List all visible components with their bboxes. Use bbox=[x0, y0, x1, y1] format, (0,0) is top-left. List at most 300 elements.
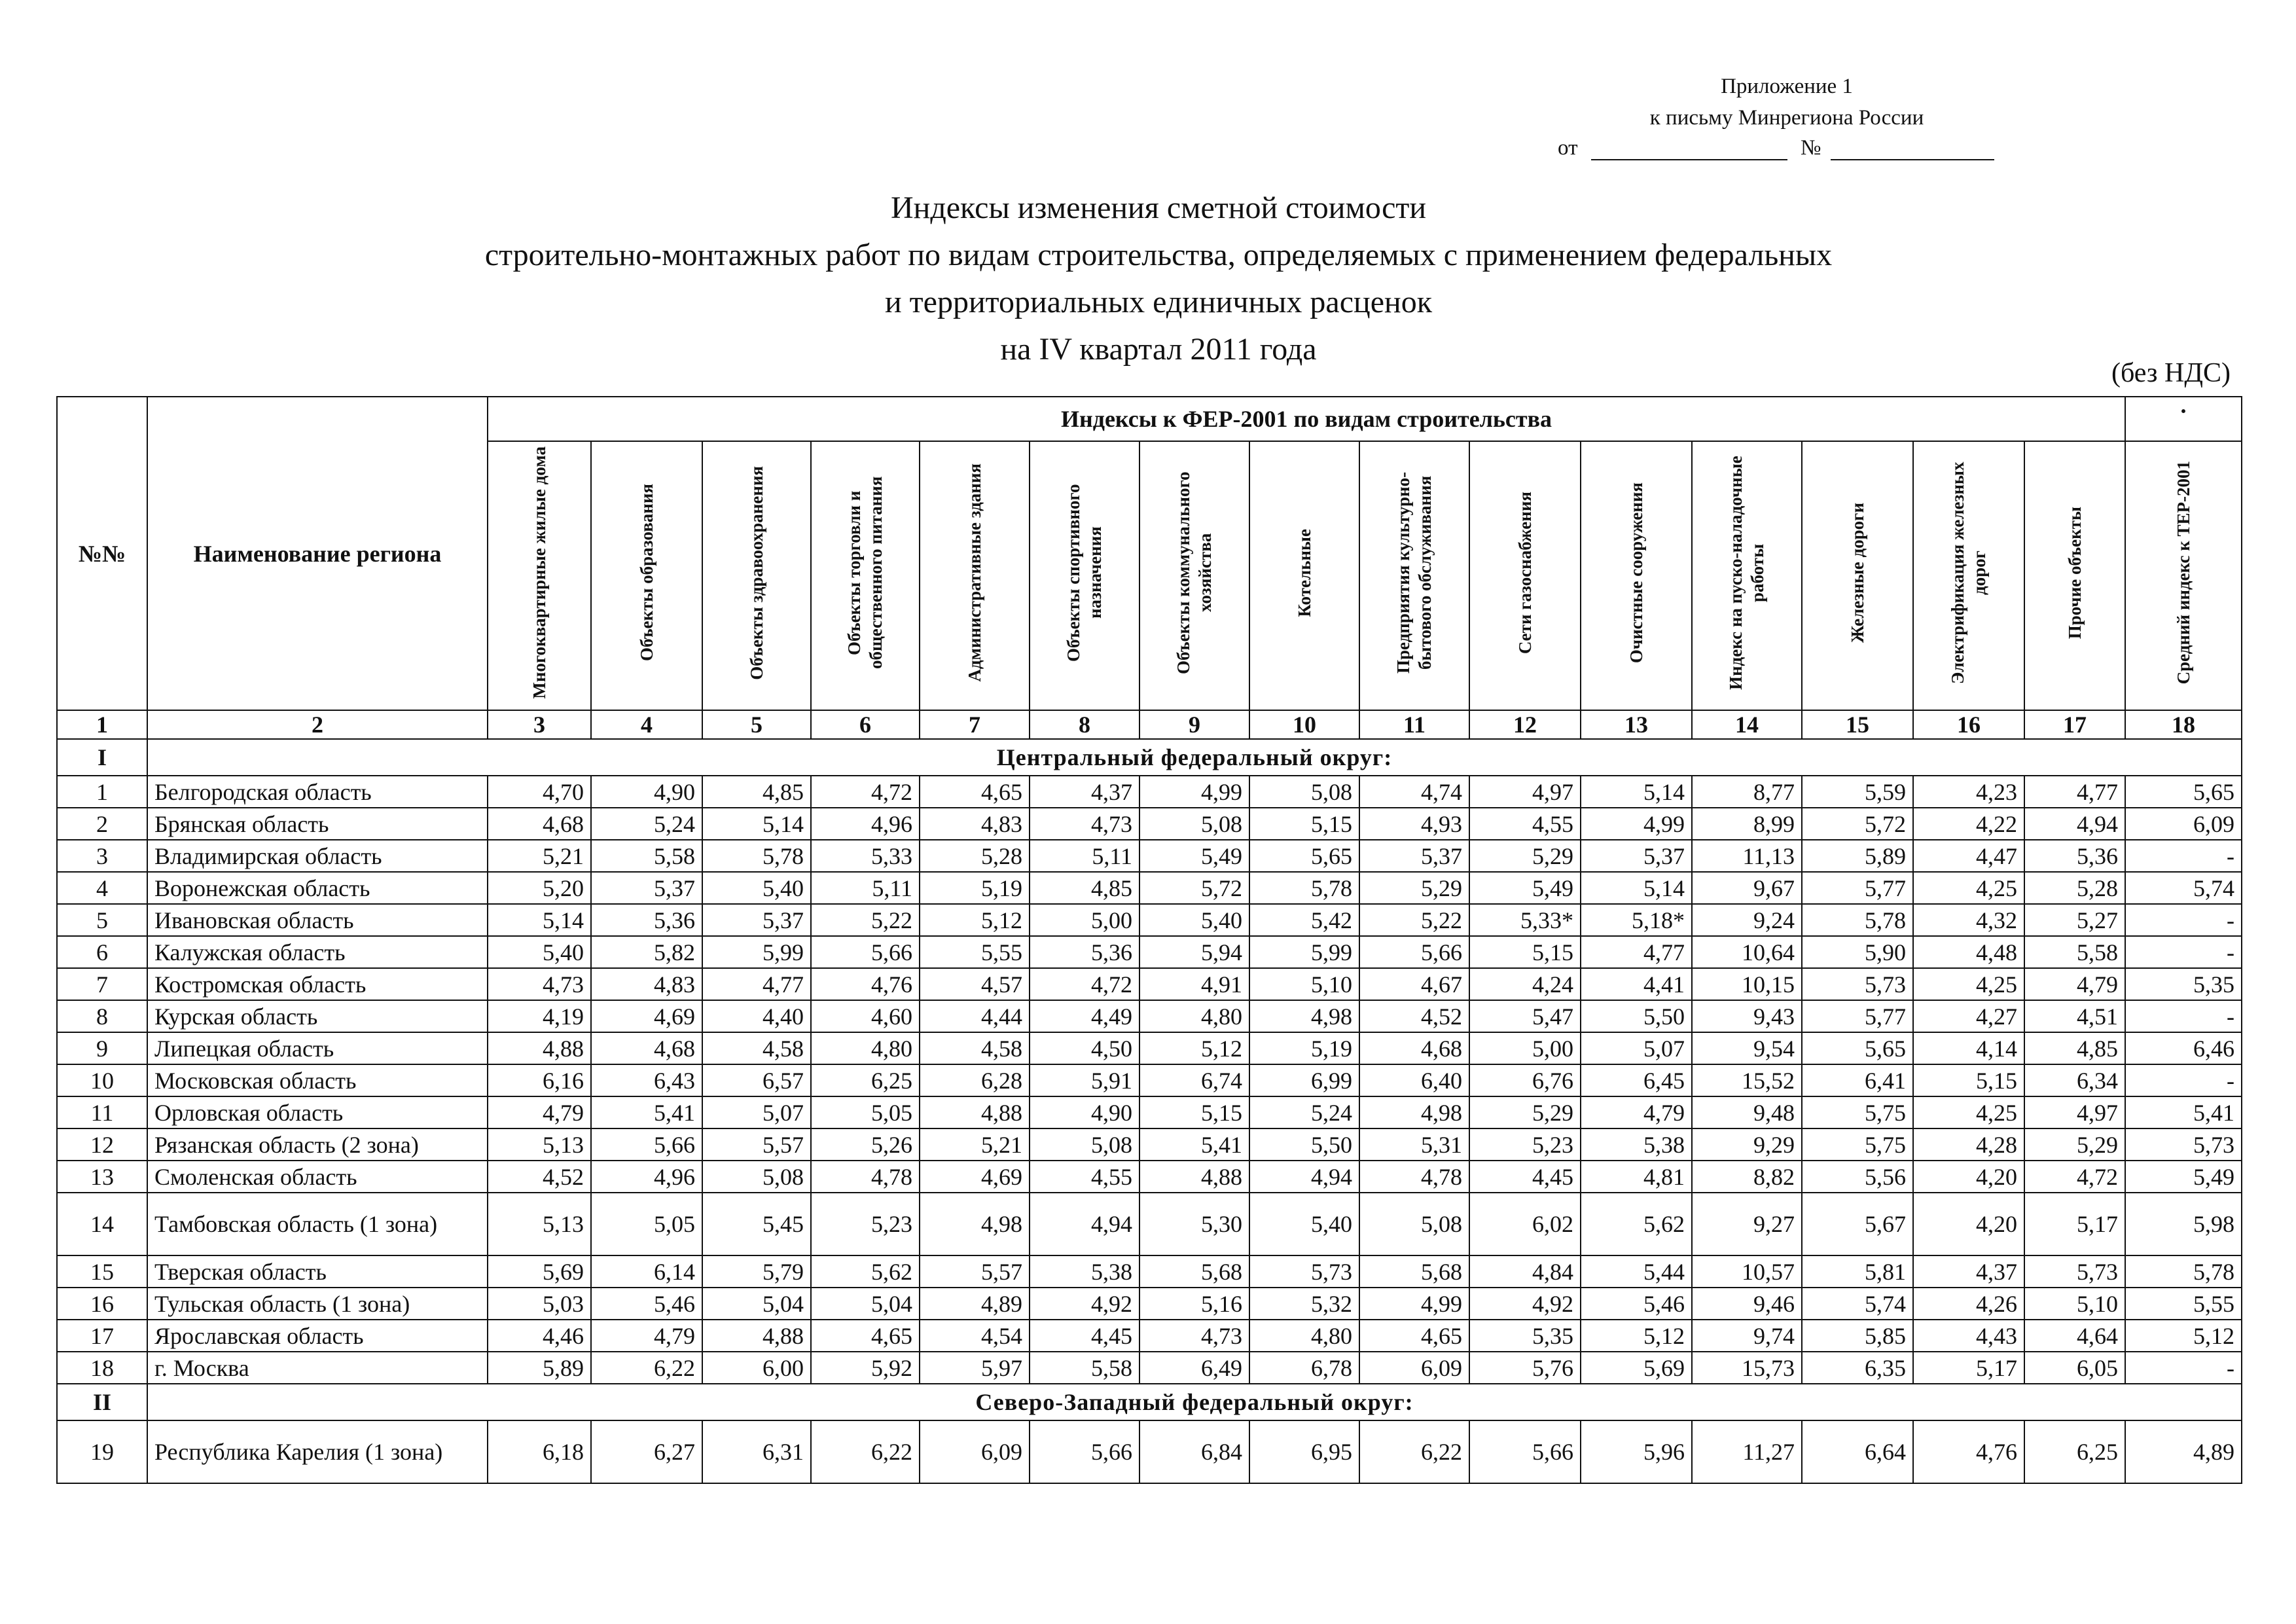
index-value: 6,74 bbox=[1139, 1064, 1249, 1096]
index-value: 4,79 bbox=[2024, 968, 2125, 1000]
index-value: 5,89 bbox=[1802, 840, 1913, 872]
index-value: 5,41 bbox=[2125, 1096, 2242, 1128]
row-number: 5 bbox=[57, 904, 147, 936]
annex-from-label: от bbox=[1558, 136, 1578, 160]
index-value: 5,05 bbox=[811, 1096, 920, 1128]
index-value: 5,11 bbox=[811, 872, 920, 904]
index-value: 5,05 bbox=[591, 1193, 702, 1255]
index-value: 4,73 bbox=[1030, 808, 1139, 840]
index-value: 4,44 bbox=[920, 1000, 1030, 1032]
index-value: 5,33 bbox=[811, 840, 920, 872]
column-number: 17 bbox=[2024, 710, 2125, 739]
index-value: 4,70 bbox=[488, 776, 591, 808]
index-value: 5,92 bbox=[811, 1352, 920, 1384]
index-value: 5,73 bbox=[2024, 1255, 2125, 1288]
index-value: 4,68 bbox=[488, 808, 591, 840]
column-number: 14 bbox=[1692, 710, 1802, 739]
index-value: 4,54 bbox=[920, 1320, 1030, 1352]
index-value: 5,14 bbox=[702, 808, 811, 840]
index-value: 4,49 bbox=[1030, 1000, 1139, 1032]
index-value: 5,08 bbox=[702, 1161, 811, 1193]
index-value: 5,40 bbox=[1249, 1193, 1359, 1255]
column-header-16 bbox=[1913, 441, 2024, 710]
index-value: 5,94 bbox=[1139, 936, 1249, 968]
index-value: 5,76 bbox=[1469, 1352, 1581, 1384]
index-value: 4,78 bbox=[811, 1161, 920, 1193]
index-value: 5,35 bbox=[1469, 1320, 1581, 1352]
index-value: 4,26 bbox=[1913, 1288, 2024, 1320]
table-row bbox=[57, 872, 2242, 904]
index-value: 4,14 bbox=[1913, 1032, 2024, 1064]
index-value: 5,62 bbox=[811, 1255, 920, 1288]
index-value: 4,37 bbox=[1913, 1255, 2024, 1288]
column-header-5 bbox=[702, 441, 811, 710]
index-value: 5,38 bbox=[1030, 1255, 1139, 1288]
row-number: 2 bbox=[57, 808, 147, 840]
table-row bbox=[57, 1064, 2242, 1096]
column-header-11 bbox=[1359, 441, 1469, 710]
index-value: 5,65 bbox=[1802, 1032, 1913, 1064]
index-value: 4,85 bbox=[2024, 1032, 2125, 1064]
row-number: 10 bbox=[57, 1064, 147, 1096]
row-number: 7 bbox=[57, 968, 147, 1000]
index-value: 5,04 bbox=[811, 1288, 920, 1320]
column-number: 11 bbox=[1359, 710, 1469, 739]
index-value: 4,99 bbox=[1139, 776, 1249, 808]
index-value: 4,55 bbox=[1469, 808, 1581, 840]
index-value: 5,66 bbox=[1030, 1420, 1139, 1483]
annex-header bbox=[1558, 71, 2016, 134]
section-title: Северо-Западный федеральный округ: bbox=[147, 1384, 2242, 1420]
index-value: 5,72 bbox=[1139, 872, 1249, 904]
index-value: 5,73 bbox=[2125, 1128, 2242, 1161]
index-value: 5,03 bbox=[488, 1288, 591, 1320]
index-value: 5,78 bbox=[702, 840, 811, 872]
index-value: 4,97 bbox=[2024, 1096, 2125, 1128]
index-value: 4,52 bbox=[1359, 1000, 1469, 1032]
index-value: 5,16 bbox=[1139, 1288, 1249, 1320]
index-value: 4,43 bbox=[1913, 1320, 2024, 1352]
index-value: 5,13 bbox=[488, 1193, 591, 1255]
region-name: Костромская область bbox=[147, 968, 488, 1000]
index-value: 5,08 bbox=[1139, 808, 1249, 840]
index-value: 4,80 bbox=[811, 1032, 920, 1064]
index-value: 5,69 bbox=[488, 1255, 591, 1288]
index-value: 4,90 bbox=[1030, 1096, 1139, 1128]
index-value: 6,31 bbox=[702, 1420, 811, 1483]
index-value: 4,98 bbox=[1249, 1000, 1359, 1032]
index-value: 4,81 bbox=[1581, 1161, 1692, 1193]
annex-date-blank bbox=[1591, 137, 1787, 160]
index-value: 6,43 bbox=[591, 1064, 702, 1096]
index-value: 5,78 bbox=[1249, 872, 1359, 904]
column-number: 5 bbox=[702, 710, 811, 739]
index-value: 9,74 bbox=[1692, 1320, 1802, 1352]
extra-header-mark: · bbox=[2125, 397, 2242, 441]
column-number: 3 bbox=[488, 710, 591, 739]
table-row bbox=[57, 776, 2242, 808]
index-value: 5,77 bbox=[1802, 1000, 1913, 1032]
index-value: 5,23 bbox=[811, 1193, 920, 1255]
index-value: 4,76 bbox=[1913, 1420, 2024, 1483]
index-value: 9,54 bbox=[1692, 1032, 1802, 1064]
column-number: 12 bbox=[1469, 710, 1581, 739]
index-value: 4,28 bbox=[1913, 1128, 2024, 1161]
index-value: 5,29 bbox=[1359, 872, 1469, 904]
title-line-2: строительно-монтажных работ по видам строительства, определяемых с применением федеральных bbox=[484, 238, 1833, 272]
table-row bbox=[57, 840, 2242, 872]
index-value: 5,56 bbox=[1802, 1161, 1913, 1193]
index-value: 5,36 bbox=[591, 904, 702, 936]
index-value: 4,45 bbox=[1030, 1320, 1139, 1352]
index-value: 5,29 bbox=[2024, 1128, 2125, 1161]
index-value: 6,28 bbox=[920, 1064, 1030, 1096]
column-header-label: Электрификация железных дорог bbox=[1948, 461, 1989, 684]
index-value: 6,16 bbox=[488, 1064, 591, 1096]
column-header-label: Объекты торговли и общественного питания bbox=[844, 476, 886, 670]
index-value: 5,73 bbox=[1802, 968, 1913, 1000]
index-value: 4,25 bbox=[1913, 968, 2024, 1000]
index-table bbox=[56, 396, 2242, 1484]
region-name: Рязанская область (2 зона) bbox=[147, 1128, 488, 1161]
index-value: 4,25 bbox=[1913, 1096, 2024, 1128]
index-value: 4,76 bbox=[811, 968, 920, 1000]
row-number: 6 bbox=[57, 936, 147, 968]
index-value: 5,12 bbox=[2125, 1320, 2242, 1352]
index-value: - bbox=[2125, 936, 2242, 968]
index-value: 5,29 bbox=[1469, 1096, 1581, 1128]
index-value: 5,32 bbox=[1249, 1288, 1359, 1320]
index-value: 5,66 bbox=[1469, 1420, 1581, 1483]
index-value: 5,12 bbox=[1581, 1320, 1692, 1352]
column-number: 1 bbox=[57, 710, 147, 739]
index-value: - bbox=[2125, 904, 2242, 936]
index-value: 5,89 bbox=[488, 1352, 591, 1384]
index-value: 11,13 bbox=[1692, 840, 1802, 872]
index-value: 5,10 bbox=[1249, 968, 1359, 1000]
region-name: Тамбовская область (1 зона) bbox=[147, 1193, 488, 1255]
index-value: 5,68 bbox=[1139, 1255, 1249, 1288]
index-value: 5,42 bbox=[1249, 904, 1359, 936]
index-value: 5,20 bbox=[488, 872, 591, 904]
column-header-9 bbox=[1139, 441, 1249, 710]
index-value: 6,09 bbox=[1359, 1352, 1469, 1384]
column-header-6 bbox=[811, 441, 920, 710]
column-header-label: Котельные bbox=[1294, 528, 1314, 617]
column-header-15 bbox=[1802, 441, 1913, 710]
index-value: 4,93 bbox=[1359, 808, 1469, 840]
index-value: 5,49 bbox=[1469, 872, 1581, 904]
index-value: 5,45 bbox=[702, 1193, 811, 1255]
region-name: Тверская область bbox=[147, 1255, 488, 1288]
index-value: 5,15 bbox=[1913, 1064, 2024, 1096]
index-value: 5,85 bbox=[1802, 1320, 1913, 1352]
column-number: 2 bbox=[147, 710, 488, 739]
region-name: Тульская область (1 зона) bbox=[147, 1288, 488, 1320]
region-name: Орловская область bbox=[147, 1096, 488, 1128]
index-value: 5,36 bbox=[2024, 840, 2125, 872]
index-value: 5,98 bbox=[2125, 1193, 2242, 1255]
region-header: Наименование региона bbox=[147, 397, 488, 710]
index-value: 4,96 bbox=[811, 808, 920, 840]
table-row bbox=[57, 1320, 2242, 1352]
index-value: 5,23 bbox=[1469, 1128, 1581, 1161]
table-row bbox=[57, 1032, 2242, 1064]
index-value: 15,52 bbox=[1692, 1064, 1802, 1096]
region-name: Воронежская область bbox=[147, 872, 488, 904]
index-value: 5,29 bbox=[1469, 840, 1581, 872]
column-number: 18 bbox=[2125, 710, 2242, 739]
index-value: 5,50 bbox=[1581, 1000, 1692, 1032]
index-value: 5,40 bbox=[702, 872, 811, 904]
index-value: 6,22 bbox=[1359, 1420, 1469, 1483]
index-value: 5,41 bbox=[1139, 1128, 1249, 1161]
column-header-12 bbox=[1469, 441, 1581, 710]
index-value: 4,55 bbox=[1030, 1161, 1139, 1193]
index-value: 5,58 bbox=[1030, 1352, 1139, 1384]
index-value: 5,41 bbox=[591, 1096, 702, 1128]
column-header-label: Индекс на пуско-наладочные работы bbox=[1726, 456, 1767, 690]
column-number: 8 bbox=[1030, 710, 1139, 739]
index-value: 4,50 bbox=[1030, 1032, 1139, 1064]
table-row bbox=[57, 1096, 2242, 1128]
index-value: 5,14 bbox=[1581, 776, 1692, 808]
column-header-3 bbox=[488, 441, 591, 710]
index-value: 5,82 bbox=[591, 936, 702, 968]
column-number: 16 bbox=[1913, 710, 2024, 739]
index-value: 4,83 bbox=[591, 968, 702, 1000]
column-header-label: Административные здания bbox=[964, 463, 984, 682]
index-value: 4,73 bbox=[488, 968, 591, 1000]
row-number: 8 bbox=[57, 1000, 147, 1032]
index-value: - bbox=[2125, 1352, 2242, 1384]
index-value: 4,79 bbox=[591, 1320, 702, 1352]
column-header-13 bbox=[1581, 441, 1692, 710]
annex-number-label: № bbox=[1801, 136, 1821, 160]
column-header-label: Объекты спортивного назначения bbox=[1064, 484, 1105, 662]
index-value: 4,92 bbox=[1469, 1288, 1581, 1320]
index-value: 6,84 bbox=[1139, 1420, 1249, 1483]
column-header-label: Объекты образования bbox=[636, 484, 656, 662]
table-row bbox=[57, 1255, 2242, 1288]
index-value: 5,75 bbox=[1802, 1096, 1913, 1128]
index-value: 5,04 bbox=[702, 1288, 811, 1320]
row-number: 1 bbox=[57, 776, 147, 808]
fer-group-header: Индексы к ФЕР-2001 по видам строительства bbox=[488, 397, 2125, 441]
index-value: 4,58 bbox=[920, 1032, 1030, 1064]
index-value: 5,19 bbox=[920, 872, 1030, 904]
index-value: 5,77 bbox=[1802, 872, 1913, 904]
header-row-1 bbox=[57, 397, 2242, 441]
index-value: 4,94 bbox=[1030, 1193, 1139, 1255]
index-value: 4,65 bbox=[920, 776, 1030, 808]
index-value: 5,14 bbox=[1581, 872, 1692, 904]
index-value: 5,08 bbox=[1030, 1128, 1139, 1161]
index-value: 5,38 bbox=[1581, 1128, 1692, 1161]
index-value: 5,24 bbox=[1249, 1096, 1359, 1128]
index-value: 5,00 bbox=[1469, 1032, 1581, 1064]
index-value: 5,08 bbox=[1359, 1193, 1469, 1255]
index-value: 4,79 bbox=[1581, 1096, 1692, 1128]
index-value: 4,77 bbox=[1581, 936, 1692, 968]
num-header: №№ bbox=[57, 397, 147, 710]
index-value: 5,40 bbox=[1139, 904, 1249, 936]
index-value: 8,77 bbox=[1692, 776, 1802, 808]
index-value: 4,69 bbox=[920, 1161, 1030, 1193]
index-value: 5,97 bbox=[920, 1352, 1030, 1384]
index-value: 5,75 bbox=[1802, 1128, 1913, 1161]
title-line-3: и территориальных единичных расценок bbox=[884, 285, 1433, 319]
index-value: 6,27 bbox=[591, 1420, 702, 1483]
index-value: 4,20 bbox=[1913, 1193, 2024, 1255]
index-value: 5,36 bbox=[1030, 936, 1139, 968]
index-value: 4,79 bbox=[488, 1096, 591, 1128]
row-number: 11 bbox=[57, 1096, 147, 1128]
index-value: 4,19 bbox=[488, 1000, 591, 1032]
index-value: 4,37 bbox=[1030, 776, 1139, 808]
index-value: 8,99 bbox=[1692, 808, 1802, 840]
index-value: 5,15 bbox=[1469, 936, 1581, 968]
index-value: 6,64 bbox=[1802, 1420, 1913, 1483]
index-value: 4,20 bbox=[1913, 1161, 2024, 1193]
index-value: 5,57 bbox=[920, 1255, 1030, 1288]
index-value: 6,34 bbox=[2024, 1064, 2125, 1096]
column-header-label: Железные дороги bbox=[1847, 502, 1867, 643]
index-value: 4,57 bbox=[920, 968, 1030, 1000]
index-value: 4,25 bbox=[1913, 872, 2024, 904]
index-value: 5,49 bbox=[1139, 840, 1249, 872]
index-value: 4,85 bbox=[1030, 872, 1139, 904]
section-number: I bbox=[57, 739, 147, 776]
annex-date-line bbox=[1558, 136, 2016, 160]
index-value: 6,18 bbox=[488, 1420, 591, 1483]
region-name: Московская область bbox=[147, 1064, 488, 1096]
column-number: 9 bbox=[1139, 710, 1249, 739]
index-value: 11,27 bbox=[1692, 1420, 1802, 1483]
region-name: Владимирская область bbox=[147, 840, 488, 872]
table-row bbox=[57, 1193, 2242, 1255]
index-value: 5,99 bbox=[702, 936, 811, 968]
table-row bbox=[57, 904, 2242, 936]
index-value: 5,72 bbox=[1802, 808, 1913, 840]
column-header-label: Объекты здравоохранения bbox=[746, 465, 766, 680]
index-value: 5,65 bbox=[1249, 840, 1359, 872]
index-value: 4,91 bbox=[1139, 968, 1249, 1000]
index-value: 4,88 bbox=[702, 1320, 811, 1352]
index-value: 4,64 bbox=[2024, 1320, 2125, 1352]
index-value: 5,66 bbox=[591, 1128, 702, 1161]
index-value: 5,28 bbox=[920, 840, 1030, 872]
index-value: 5,62 bbox=[1581, 1193, 1692, 1255]
index-value: 6,09 bbox=[2125, 808, 2242, 840]
table-row bbox=[57, 1420, 2242, 1483]
column-header-10 bbox=[1249, 441, 1359, 710]
index-value: 5,15 bbox=[1249, 808, 1359, 840]
index-value: 5,58 bbox=[591, 840, 702, 872]
index-value: - bbox=[2125, 840, 2242, 872]
region-name: Липецкая область bbox=[147, 1032, 488, 1064]
annex-number-blank bbox=[1831, 137, 1994, 160]
index-value: 6,05 bbox=[2024, 1352, 2125, 1384]
index-value: 6,78 bbox=[1249, 1352, 1359, 1384]
index-value: 5,37 bbox=[702, 904, 811, 936]
region-name: Брянская область bbox=[147, 808, 488, 840]
index-value: 5,81 bbox=[1802, 1255, 1913, 1288]
index-value: 5,74 bbox=[1802, 1288, 1913, 1320]
index-value: 4,80 bbox=[1249, 1320, 1359, 1352]
column-number: 4 bbox=[591, 710, 702, 739]
index-value: 5,30 bbox=[1139, 1193, 1249, 1255]
row-number: 18 bbox=[57, 1352, 147, 1384]
index-value: 4,45 bbox=[1469, 1161, 1581, 1193]
index-value: 9,43 bbox=[1692, 1000, 1802, 1032]
table-row bbox=[57, 968, 2242, 1000]
index-value: 5,50 bbox=[1249, 1128, 1359, 1161]
index-value: 5,07 bbox=[1581, 1032, 1692, 1064]
index-value: 9,24 bbox=[1692, 904, 1802, 936]
index-value: 10,57 bbox=[1692, 1255, 1802, 1288]
index-value: 4,94 bbox=[1249, 1161, 1359, 1193]
index-value: 5,37 bbox=[1581, 840, 1692, 872]
index-value: 4,23 bbox=[1913, 776, 2024, 808]
index-value: 5,31 bbox=[1359, 1128, 1469, 1161]
index-value: 6,46 bbox=[2125, 1032, 2242, 1064]
index-value: 6,22 bbox=[811, 1420, 920, 1483]
index-value: 4,24 bbox=[1469, 968, 1581, 1000]
index-value: 8,82 bbox=[1692, 1161, 1802, 1193]
index-value: 9,48 bbox=[1692, 1096, 1802, 1128]
section-title: Центральный федеральный округ: bbox=[147, 739, 2242, 776]
column-header-7 bbox=[920, 441, 1030, 710]
row-number: 12 bbox=[57, 1128, 147, 1161]
table-row bbox=[57, 808, 2242, 840]
index-value: 5,59 bbox=[1802, 776, 1913, 808]
index-value: 5,47 bbox=[1469, 1000, 1581, 1032]
index-value: 5,40 bbox=[488, 936, 591, 968]
index-value: 5,28 bbox=[2024, 872, 2125, 904]
index-value: 5,22 bbox=[811, 904, 920, 936]
index-value: 4,68 bbox=[591, 1032, 702, 1064]
table-row bbox=[57, 1288, 2242, 1320]
row-number: 17 bbox=[57, 1320, 147, 1352]
row-number: 19 bbox=[57, 1420, 147, 1483]
index-value: 5,67 bbox=[1802, 1193, 1913, 1255]
index-value: 5,91 bbox=[1030, 1064, 1139, 1096]
title-line-1: Индексы изменения сметной стоимости bbox=[890, 190, 1427, 225]
index-value: 5,37 bbox=[1359, 840, 1469, 872]
index-value: 4,99 bbox=[1359, 1288, 1469, 1320]
column-number: 13 bbox=[1581, 710, 1692, 739]
index-value: 6,40 bbox=[1359, 1064, 1469, 1096]
index-value: 4,46 bbox=[488, 1320, 591, 1352]
document-title bbox=[144, 185, 2173, 373]
index-value: 4,80 bbox=[1139, 1000, 1249, 1032]
index-value: 4,84 bbox=[1469, 1255, 1581, 1288]
column-number: 10 bbox=[1249, 710, 1359, 739]
index-value: 5,26 bbox=[811, 1128, 920, 1161]
index-value: 4,41 bbox=[1581, 968, 1692, 1000]
index-value: 4,89 bbox=[2125, 1420, 2242, 1483]
index-value: 5,19 bbox=[1249, 1032, 1359, 1064]
index-value: 5,33* bbox=[1469, 904, 1581, 936]
index-value: 5,55 bbox=[2125, 1288, 2242, 1320]
index-value: 5,17 bbox=[2024, 1193, 2125, 1255]
region-name: Ярославская область bbox=[147, 1320, 488, 1352]
column-number: 15 bbox=[1802, 710, 1913, 739]
column-header-label: Многоквартирные жилые дома bbox=[529, 446, 549, 699]
region-name: г. Москва bbox=[147, 1352, 488, 1384]
column-header-17 bbox=[2024, 441, 2125, 710]
